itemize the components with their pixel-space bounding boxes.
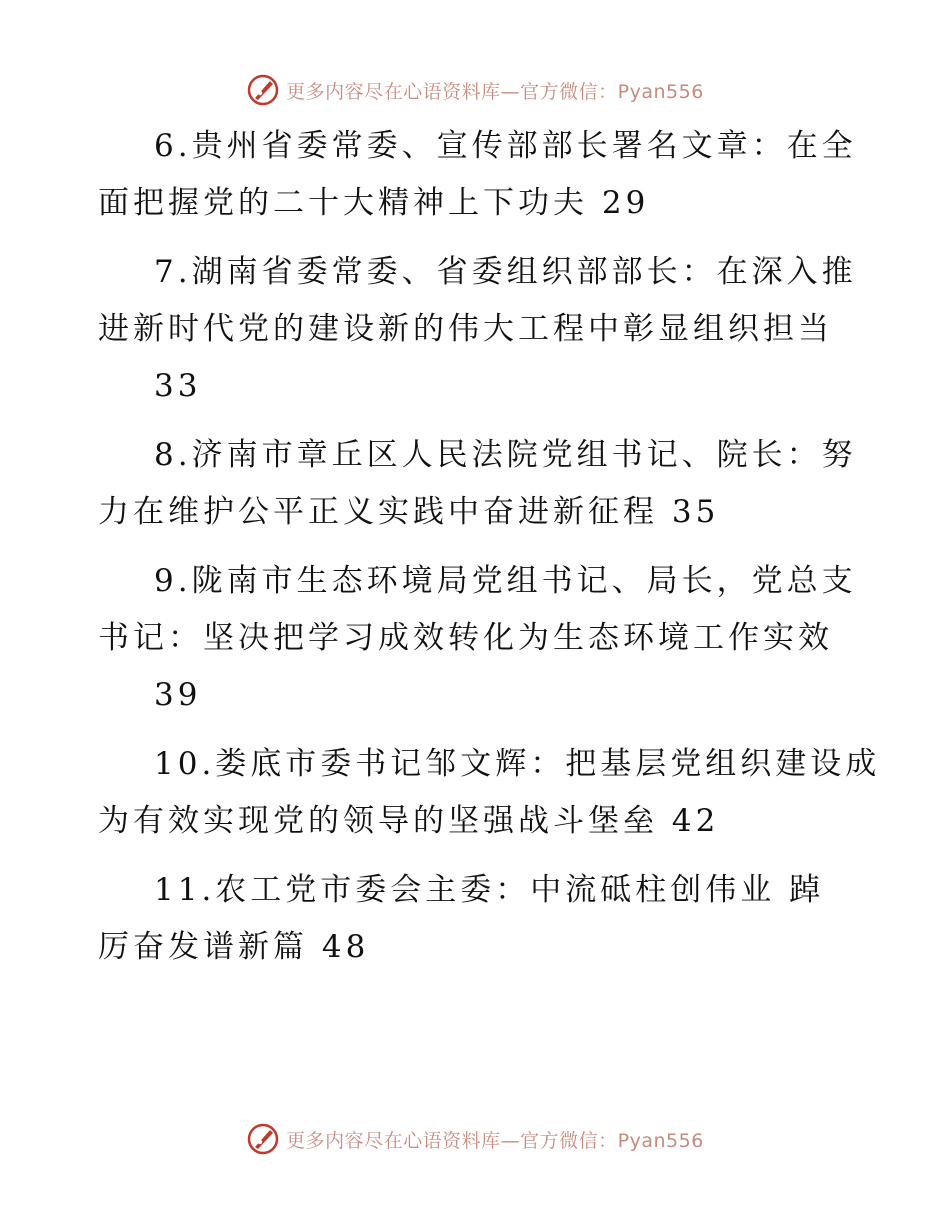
toc-entry-title-continued: 力在维护公平正义实践中奋进新征程 35 — [98, 494, 720, 530]
toc-entry-title: 11.农工党市委会主委：中流砥柱创伟业 踔 — [154, 872, 825, 908]
toc-entry-11 — [98, 862, 858, 976]
toc-entry-title-continued: 为有效实现党的领导的坚强战斗堡垒 42 — [98, 803, 720, 839]
toc-entry-title: 7.湖南省委常委、省委组织部部长：在深入推 — [154, 254, 857, 290]
toc-entry-page-number: 39 — [154, 677, 202, 713]
table-of-contents — [98, 118, 881, 988]
toc-entry-title: 8.济南市章丘区人民法院党组书记、院长：努 — [154, 437, 857, 473]
toc-entry-title-continued: 面把握党的二十大精神上下功夫 29 — [98, 185, 650, 221]
quill-pen-logo-icon — [246, 73, 280, 107]
toc-entry-title-continued: 厉奋发谱新篇 48 — [98, 929, 370, 965]
quill-pen-logo-icon — [246, 1122, 280, 1156]
toc-entry-title-continued: 进新时代党的建设新的伟大工程中彰显组织担当 — [98, 311, 833, 347]
banner-text: 更多内容尽在心语资料库—官方微信：Pyan556 — [286, 1129, 704, 1152]
toc-entry-8 — [98, 427, 858, 541]
toc-entry-6 — [98, 118, 858, 232]
toc-entry-title-continued: 书记：坚决把学习成效转化为生态环境工作实效 — [98, 620, 833, 656]
toc-entry-9 — [98, 553, 858, 724]
toc-entry-title: 6.贵州省委常委、宣传部部长署名文章：在全 — [154, 128, 857, 164]
toc-entry-7 — [98, 244, 858, 415]
toc-entry-10 — [98, 736, 881, 850]
toc-entry-page-number: 33 — [154, 368, 202, 404]
toc-entry-title: 10.娄底市委书记邹文辉：把基层党组织建设成 — [154, 746, 881, 782]
header-banner — [0, 70, 950, 110]
banner-text: 更多内容尽在心语资料库—官方微信：Pyan556 — [286, 80, 704, 103]
toc-entry-title: 9.陇南市生态环境局党组书记、局长，党总支 — [154, 563, 857, 599]
footer-banner — [0, 1119, 950, 1159]
